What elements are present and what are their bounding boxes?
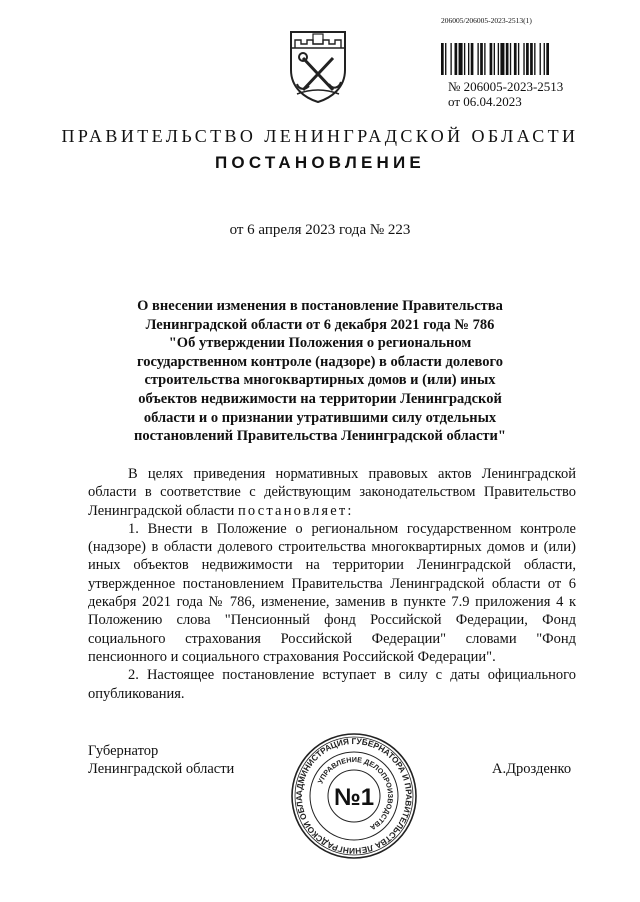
subject-line: объектов недвижимости на территории Ленинградской: [138, 390, 502, 407]
barcode-bar: [530, 43, 533, 75]
barcode-bar: [526, 43, 529, 75]
subject-line: постановлений Правительства Ленинградской области": [134, 428, 506, 445]
registration-number: № 206005-2023-2513: [448, 79, 564, 94]
barcode-bar: [477, 43, 478, 75]
barcode-bar: [514, 43, 517, 75]
subject-line: области и о признании утратившими силу отдельных: [143, 409, 497, 426]
subject-line: строительства многоквартирных домов и (или) иных: [144, 372, 496, 389]
barcode-bar: [494, 43, 495, 75]
barcode-bar: [506, 43, 509, 75]
item-2-paragraph: 2. Настоящее постановление вступает в силу с даты официального опубликования.: [88, 667, 576, 702]
subject-line: "Об утверждении Положения о региональном: [168, 335, 472, 352]
barcode-bar: [471, 43, 474, 75]
signatory-position: [88, 742, 234, 779]
document-body: [88, 465, 576, 703]
stamp-ring-text: АДМИНИСТРАЦИЯ ГУБЕРНАТОРА И ПРАВИТЕЛЬСТВА ЛЕНИНГРАДСКОЙ ОБЛА: [293, 735, 415, 857]
barcode-bar: [540, 43, 541, 75]
document-top-code: 206005/206005-2023-2513(1): [441, 16, 532, 25]
registration-block: [448, 79, 563, 109]
barcode-bar: [500, 43, 504, 75]
barcode-bar: [468, 43, 469, 75]
subject-line: государственном контроле (надзоре) в области долевого: [137, 353, 503, 370]
document-type-title: ПОСТАНОВЛЕНИЕ: [215, 153, 425, 172]
barcode-bar: [510, 43, 511, 75]
barcode-bar: [523, 43, 524, 75]
barcode-bar: [544, 43, 545, 75]
decree-word: постановляет:: [237, 502, 354, 519]
barcode-bar: [464, 43, 465, 75]
barcode-bar: [450, 43, 451, 75]
intro-paragraph: [88, 465, 576, 520]
barcode-bar: [484, 43, 485, 75]
stamp-inner-text: УПРАВЛЕНИЕ ДЕЛОПРОИЗВОДСТВА: [315, 754, 396, 833]
signatory-name: А.Дрозденко: [492, 761, 572, 777]
barcode-bar: [546, 43, 549, 75]
item-1-paragraph: 1. Внести в Положение о региональном государственном контроле (надзоре) в области долевого строительства многоквартирных домов и (или) иных объектов недвижимости на территории Ленинградской области, утвержденное постановлением Правительства Ленинградской области от 6 декабря 2021 года № 786, изменение, заменив в пункте 7.9 приложения 4 к Положению слова "Пенсионный фонд Российской Федерации, Фонд социального страхования Российской Федерации" словами "Фонд пенсионного и социального страхования Российской Федерации".: [88, 520, 576, 665]
barcode-bar: [534, 43, 535, 75]
signatory-position-line: Губернатор: [88, 743, 159, 759]
signatory-position-line: Ленинградской области: [88, 761, 235, 778]
intro-text: В целях приведения нормативных правовых актов Ленинградской области в соответствие с действующим законодательством Правительство Ленинградской области: [88, 466, 576, 519]
registration-date: от 06.04.2023: [448, 94, 522, 109]
official-stamp: [290, 732, 418, 860]
barcode-bar: [455, 43, 458, 75]
barcode: [441, 43, 587, 75]
barcode-bar: [518, 43, 519, 75]
subject-line: О внесении изменения в постановление Правительства: [137, 298, 503, 314]
stamp-number: №1: [333, 784, 375, 811]
barcode-bar: [490, 43, 493, 75]
document-date-number: от 6 апреля 2023 года № 223: [229, 222, 411, 238]
subject-line: Ленинградской области от 6 декабря 2021 года № 786: [145, 316, 495, 333]
coat-of-arms-emblem: [287, 28, 349, 104]
barcode-bar: [445, 43, 446, 75]
barcode-bar: [459, 43, 463, 75]
barcode-bar: [441, 43, 444, 75]
barcode-bar: [480, 43, 483, 75]
barcode-bar: [498, 43, 499, 75]
government-title: ПРАВИТЕЛЬСТВО ЛЕНИНГРАДСКОЙ ОБЛАСТИ: [61, 126, 579, 146]
document-subject: [120, 297, 520, 446]
